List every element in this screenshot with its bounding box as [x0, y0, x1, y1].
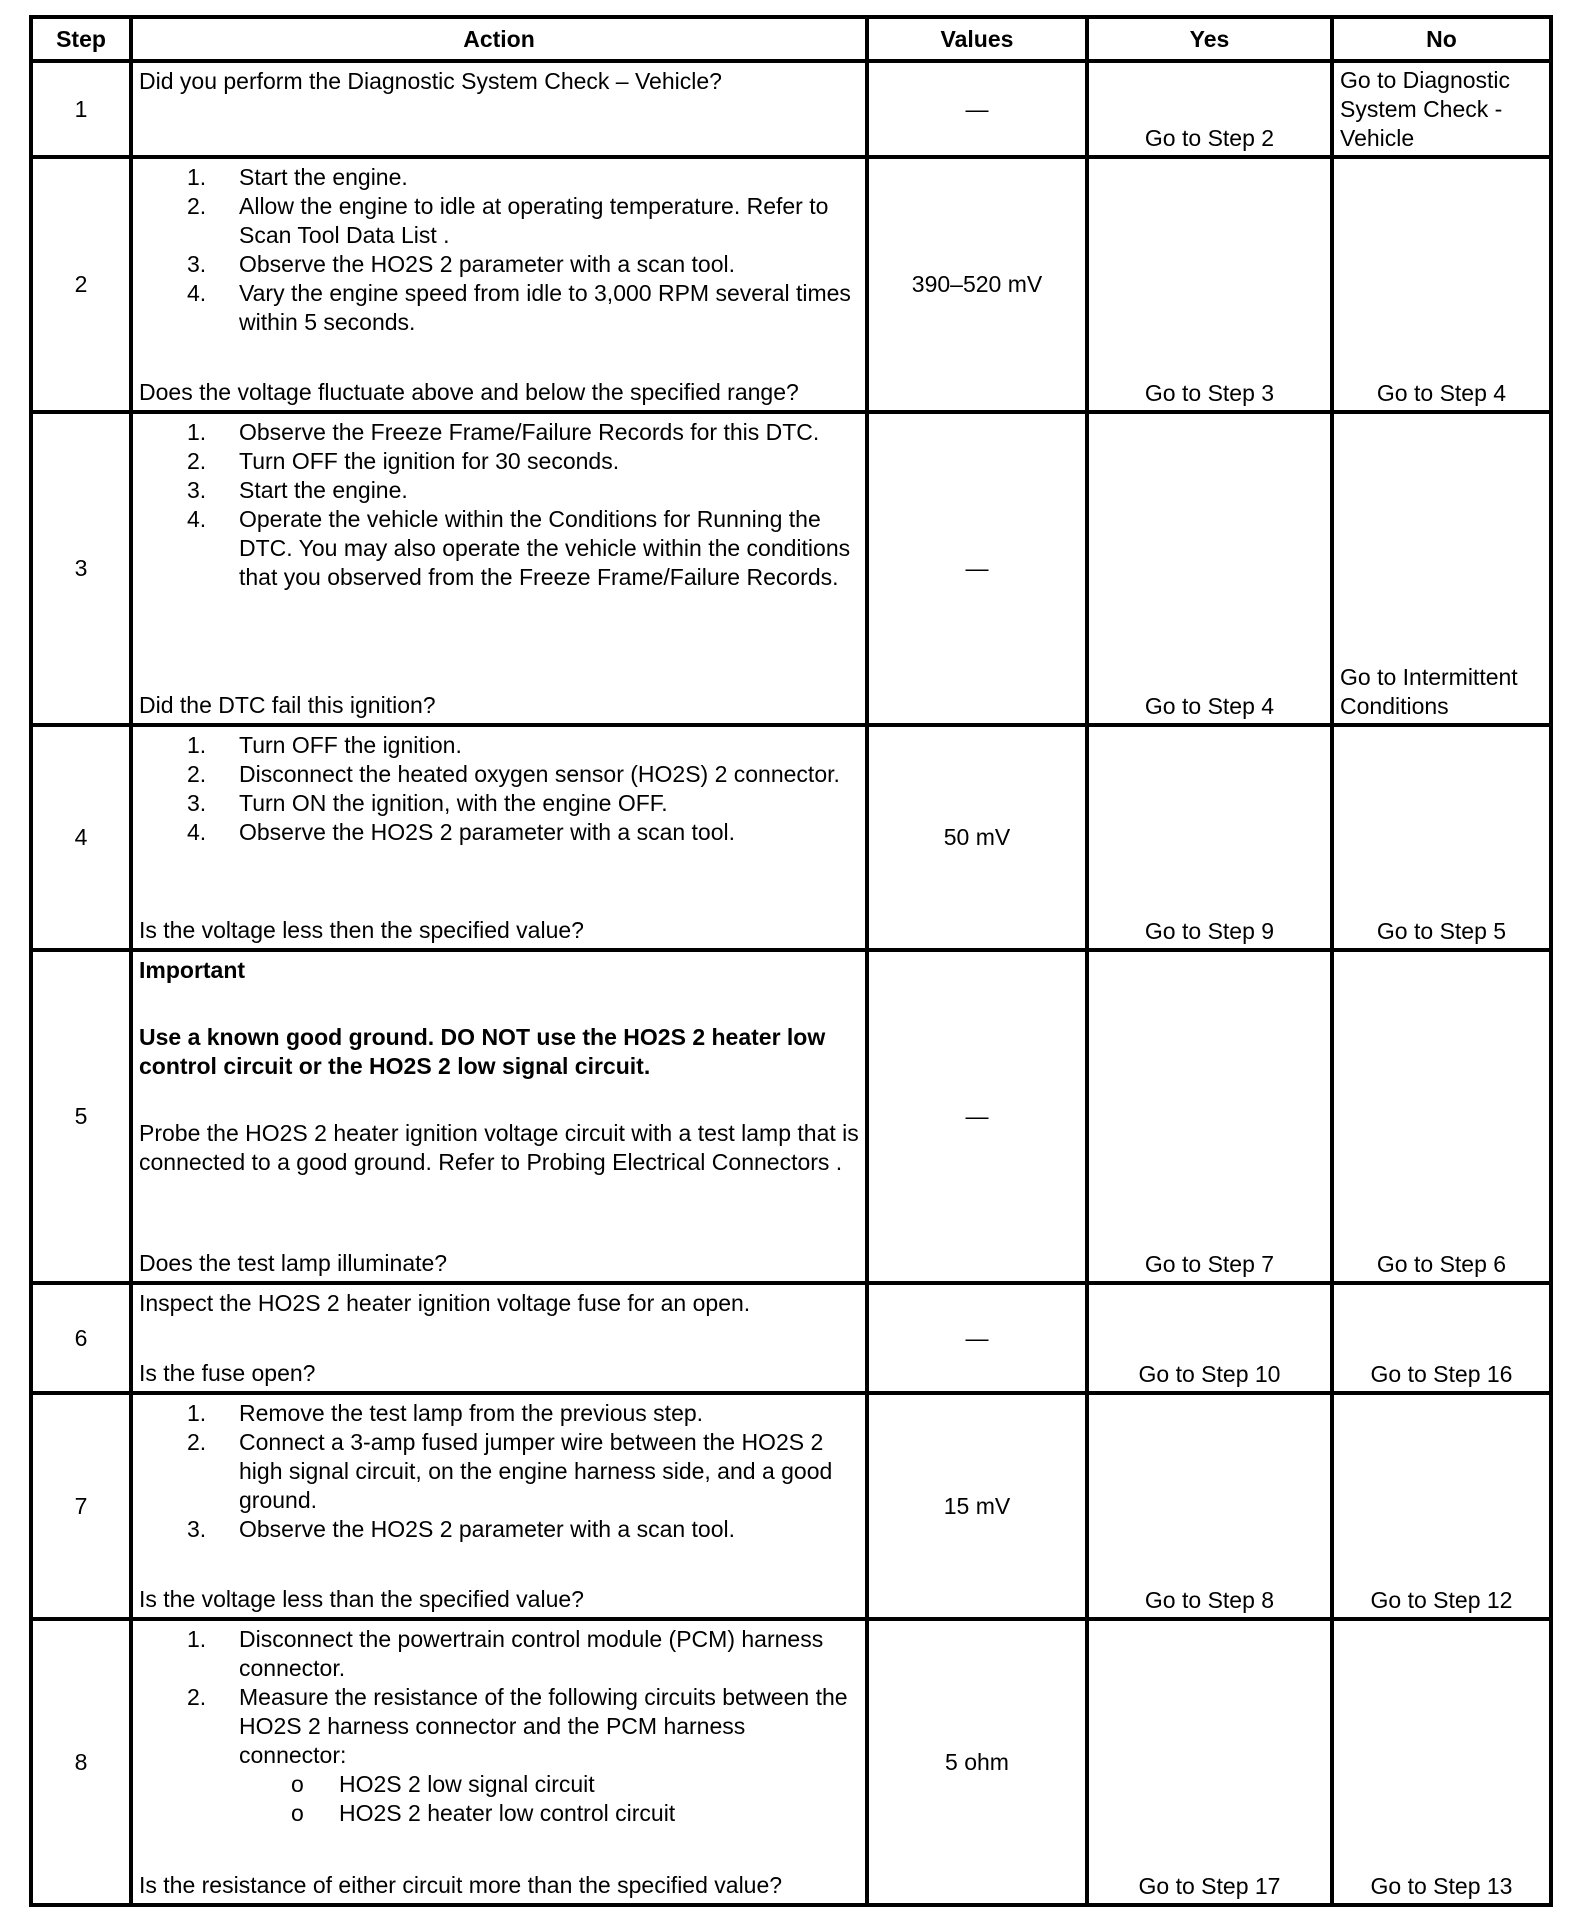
action-cell: [131, 950, 867, 1283]
header-yes: Yes: [1087, 17, 1332, 61]
action-step: Vary the engine speed from idle to 3,000 RPM several times within 5 seconds.: [239, 280, 851, 335]
action-step: [239, 1683, 859, 1828]
action-step: Start the engine.: [239, 164, 408, 190]
table-row-step-7: [31, 1393, 1551, 1619]
circuit-item: o HO2S 2 low signal circuit: [339, 1770, 859, 1799]
action-step: Observe the HO2S 2 parameter with a scan tool.: [239, 819, 736, 845]
action-step: Disconnect the powertrain control module (PCM) harness connector.: [239, 1626, 824, 1681]
action-steps: [139, 731, 859, 847]
step-number: 4: [31, 725, 131, 950]
yes-cell: Go to Step 3: [1087, 157, 1332, 412]
action-cell: [131, 412, 867, 725]
action-steps: [139, 1399, 859, 1544]
action-question: Does the voltage fluctuate above and below the specified range?: [139, 379, 799, 405]
action-step: Start the engine.: [239, 477, 408, 503]
no-cell: Go to Step 4: [1332, 157, 1551, 412]
action-step: Observe the HO2S 2 parameter with a scan tool.: [239, 1516, 736, 1542]
action-cell: [131, 1619, 867, 1905]
table-row-step-2: [31, 157, 1551, 412]
action-step: Observe the HO2S 2 parameter with a scan tool.: [239, 251, 736, 277]
yes-cell: Go to Step 4: [1087, 412, 1332, 725]
action-steps: [139, 418, 859, 592]
action-question: Does the test lamp illuminate?: [139, 1250, 448, 1276]
header-step: Step: [31, 17, 131, 61]
action-question: Did you perform the Diagnostic System Check – Vehicle?: [139, 68, 722, 94]
value-cell: 390–520 mV: [867, 157, 1087, 412]
circuit-item: o HO2S 2 heater low control circuit: [339, 1799, 859, 1828]
action-cell: [131, 1283, 867, 1393]
table-row-step-1: [31, 61, 1551, 157]
value-cell: —: [867, 1283, 1087, 1393]
diagnostic-table: [29, 15, 1553, 1907]
action-step: Turn OFF the ignition.: [239, 732, 462, 758]
action-step: Disconnect the heated oxygen sensor (HO2S) 2 connector.: [239, 761, 840, 787]
action-cell: [131, 725, 867, 950]
no-cell: Go to Step 5: [1332, 725, 1551, 950]
table-row-step-8: [31, 1619, 1551, 1905]
table-row-step-4: [31, 725, 1551, 950]
no-cell: Go to Step 13: [1332, 1619, 1551, 1905]
yes-cell: Go to Step 10: [1087, 1283, 1332, 1393]
header-values: Values: [867, 17, 1087, 61]
action-question: Did the DTC fail this ignition?: [139, 692, 436, 718]
action-steps: [139, 1625, 859, 1828]
action-step: Turn ON the ignition, with the engine OFF.: [239, 790, 668, 816]
action-question: Is the fuse open?: [139, 1360, 316, 1386]
value-cell: —: [867, 412, 1087, 725]
value-cell: 15 mV: [867, 1393, 1087, 1619]
step-number: 1: [31, 61, 131, 157]
yes-cell: Go to Step 17: [1087, 1619, 1332, 1905]
action-cell: [131, 157, 867, 412]
value-cell: —: [867, 61, 1087, 157]
important-note: Use a known good ground. DO NOT use the HO2S 2 heater low control circuit or the HO2S 2 low signal circuit.: [139, 1024, 826, 1079]
action-question: Is the voltage less than the specified value?: [139, 1586, 584, 1612]
action-steps: [139, 163, 859, 337]
no-cell: Go to Step 6: [1332, 950, 1551, 1283]
step-number: 5: [31, 950, 131, 1283]
step-number: 6: [31, 1283, 131, 1393]
no-cell: Go to Step 16: [1332, 1283, 1551, 1393]
action-question: Is the voltage less then the specified value?: [139, 917, 584, 943]
yes-cell: Go to Step 2: [1087, 61, 1332, 157]
action-step: Remove the test lamp from the previous step.: [239, 1400, 704, 1426]
action-step: Allow the engine to idle at operating temperature. Refer to Scan Tool Data List .: [239, 193, 829, 248]
step-number: 8: [31, 1619, 131, 1905]
step-number: 2: [31, 157, 131, 412]
action-step-text: Measure the resistance of the following circuits between the HO2S 2 harness connector and the PCM harness connector:: [239, 1684, 848, 1768]
action-step: Observe the Freeze Frame/Failure Records for this DTC.: [239, 419, 820, 445]
yes-cell: Go to Step 7: [1087, 950, 1332, 1283]
step-number: 3: [31, 412, 131, 725]
action-instruction: Probe the HO2S 2 heater ignition voltage circuit with a test lamp that is connected to a good ground. Refer to Probing Electrical Connectors .: [139, 1120, 859, 1175]
action-question: Is the resistance of either circuit more than the specified value?: [139, 1872, 783, 1898]
step-number: 7: [31, 1393, 131, 1619]
action-step: Turn OFF the ignition for 30 seconds.: [239, 448, 620, 474]
action-cell: [131, 1393, 867, 1619]
important-label: Important: [139, 957, 246, 983]
header-no: No: [1332, 17, 1551, 61]
yes-cell: Go to Step 9: [1087, 725, 1332, 950]
action-step: Connect a 3-amp fused jumper wire between the HO2S 2 high signal circuit, on the engine harness side, and a good ground.: [239, 1429, 833, 1513]
action-step: Operate the vehicle within the Conditions for Running the DTC. You may also operate the vehicle within the conditions that you observed from the Freeze Frame/Failure Records.: [239, 506, 851, 590]
no-cell: Go to Diagnostic System Check - Vehicle: [1332, 61, 1551, 157]
table-row-step-3: [31, 412, 1551, 725]
value-cell: —: [867, 950, 1087, 1283]
header-row: [31, 17, 1551, 61]
yes-cell: Go to Step 8: [1087, 1393, 1332, 1619]
no-cell: Go to Intermittent Conditions: [1332, 412, 1551, 725]
circuit-list: [239, 1770, 859, 1828]
value-cell: 5 ohm: [867, 1619, 1087, 1905]
no-cell: Go to Step 12: [1332, 1393, 1551, 1619]
action-cell: [131, 61, 867, 157]
value-cell: 50 mV: [867, 725, 1087, 950]
table-row-step-5: [31, 950, 1551, 1283]
table-row-step-6: [31, 1283, 1551, 1393]
header-action: Action: [131, 17, 867, 61]
action-instruction: Inspect the HO2S 2 heater ignition voltage fuse for an open.: [139, 1290, 751, 1316]
